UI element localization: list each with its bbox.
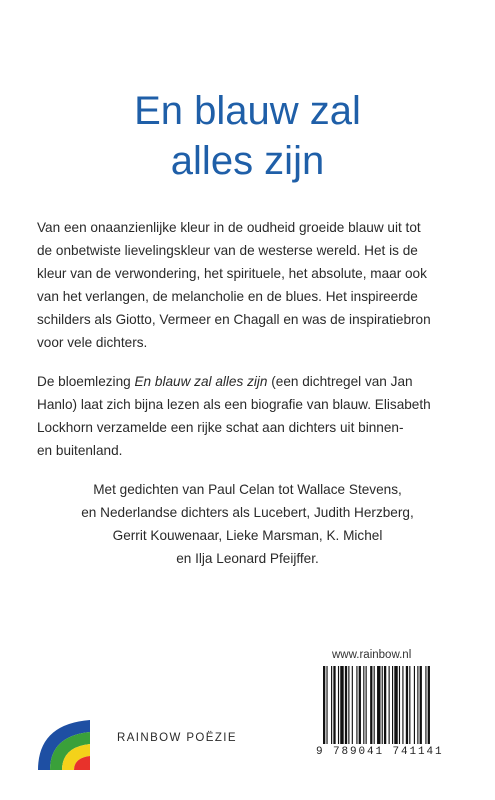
barcode-bar <box>382 666 383 744</box>
barcode-bar <box>414 666 415 744</box>
barcode-bar <box>374 666 375 744</box>
publisher-brand: RAINBOW POËZIE <box>117 732 237 744</box>
text-line: Gerrit Kouwenaar, Lieke Marsman, K. Michel <box>112 528 383 543</box>
barcode-bar <box>406 666 408 744</box>
publisher-url: www.rainbow.nl <box>332 649 412 661</box>
barcode-bar <box>338 666 339 744</box>
text-line: Van een onaanzienlijke kleur in de oudheid groeide blauw uit tot <box>37 220 421 235</box>
barcode-bar <box>389 666 390 744</box>
rainbow-logo-icon <box>34 712 94 772</box>
barcode-bar <box>356 666 357 744</box>
book-title <box>0 86 495 186</box>
barcode-bar <box>348 666 349 744</box>
text-line: en buitenland. <box>37 443 123 458</box>
text-line: van het verlangen, de melancholie en de blues. Het inspireerde <box>37 289 418 304</box>
barcode-bar <box>340 666 343 744</box>
text-line: voor vele dichters. <box>37 335 148 350</box>
text-fragment: (een dichtregel van Jan <box>267 374 413 389</box>
text-line: schilders als Giotto, Vermeer en Chagall en was de inspiratiebron <box>37 312 431 327</box>
barcode-bar <box>417 666 418 744</box>
text-line <box>37 370 458 393</box>
text-line: de onbetwiste lievelingskleur van de westerse wereld. Het is de <box>37 243 418 258</box>
barcode-bar <box>331 666 332 744</box>
barcode-bar <box>402 666 403 744</box>
text-line: en Nederlandse dichters als Lucebert, Judith Herzberg, <box>81 505 414 520</box>
book-title-line-2: alles zijn <box>170 139 325 183</box>
barcode-bar <box>394 666 397 744</box>
text-line: Lockhorn verzamelde een rijke schat aan dichters uit binnen- <box>37 420 404 435</box>
isbn-number: 9 789041 741141 <box>316 746 444 758</box>
barcode-bar <box>384 666 386 744</box>
text-line: Hanlo) laat zich bijna lezen als een biografie van blauw. Elisabeth <box>37 397 431 412</box>
barcode-icon <box>323 666 463 744</box>
barcode-bar <box>326 666 327 744</box>
description-paragraph-2 <box>37 370 458 462</box>
barcode-bar <box>345 666 347 744</box>
barcode-bar <box>428 666 430 744</box>
barcode-bar <box>399 666 400 744</box>
text-line: en Ilja Leonard Pfeijffer. <box>176 551 319 566</box>
text-fragment: De bloemlezing <box>37 374 135 389</box>
barcode-bar <box>323 666 325 744</box>
text-line: Met gedichten van Paul Celan tot Wallace Stevens, <box>93 482 402 497</box>
barcode-bar <box>392 666 393 744</box>
barcode-bar <box>352 666 353 744</box>
description-paragraph-3 <box>37 478 458 570</box>
barcode-bar <box>363 666 364 744</box>
barcode-bar <box>359 666 361 744</box>
description-paragraph-1 <box>37 216 458 354</box>
text-line: kleur van de verwondering, het spirituele, het absolute, maar ook <box>37 266 427 281</box>
barcode-bar <box>409 666 410 744</box>
book-title-line-1: En blauw zal <box>134 89 361 133</box>
barcode-bar <box>366 666 367 744</box>
barcode-bar <box>420 666 422 744</box>
barcode-bar <box>333 666 335 744</box>
italic-book-title: En blauw zal alles zijn <box>134 374 268 389</box>
barcode-bar <box>370 666 372 744</box>
barcode-bar <box>377 666 380 744</box>
barcode-bar <box>425 666 426 744</box>
